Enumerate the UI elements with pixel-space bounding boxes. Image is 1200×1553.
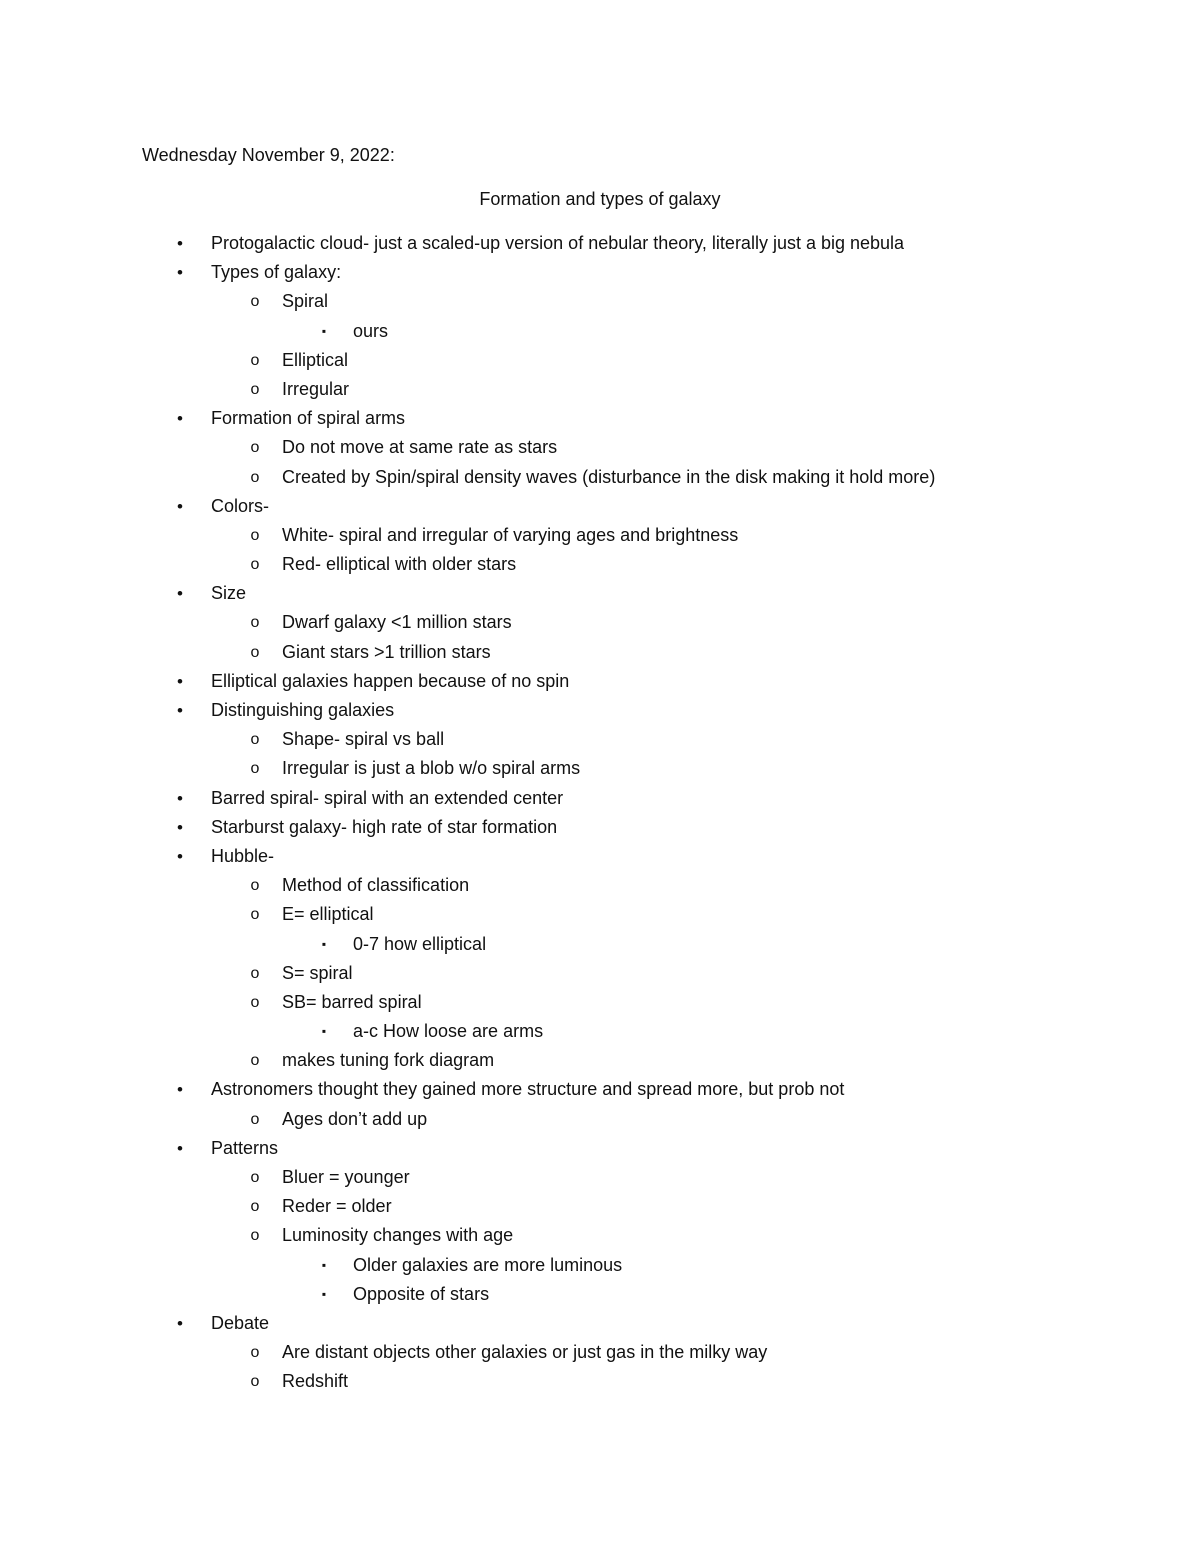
bullet-marker: • — [177, 584, 183, 604]
circle-marker: o — [250, 468, 260, 486]
bullet-item — [0, 404, 1200, 433]
bullet-marker: • — [177, 409, 183, 429]
circle-marker: o — [250, 614, 260, 632]
circle-marker: o — [250, 1373, 260, 1391]
list-item-text: Bluer = younger — [282, 1167, 410, 1187]
sub-bullet-item — [0, 1105, 1200, 1134]
circle-marker: o — [250, 906, 260, 924]
circle-marker: o — [250, 351, 260, 369]
circle-marker: o — [250, 293, 260, 311]
list-item-text: Irregular — [282, 378, 350, 399]
list-item-text: SB= barred spiral — [282, 991, 422, 1012]
list-item-text: Reder = older — [282, 1196, 392, 1217]
list-item-text: Created by Spin/spiral density waves (disturbance in the disk making it hold more) — [282, 466, 936, 487]
sub-bullet-item — [0, 346, 1200, 375]
bullet-marker: • — [177, 817, 183, 837]
list-item-text: Formation of spiral arms — [211, 408, 406, 429]
sub-bullet-item — [0, 433, 1200, 462]
sub-bullet-item — [0, 1192, 1200, 1221]
bullet-marker: • — [177, 1313, 183, 1333]
list-item-text: Protogalactic cloud- just a scaled-up version of nebular theory, literally just a big nebula — [211, 233, 905, 253]
list-item-text: Types of galaxy: — [211, 262, 342, 283]
list-item-text: 0-7 how elliptical — [353, 933, 487, 954]
bullet-marker: • — [177, 1138, 183, 1158]
sub-bullet-item — [0, 959, 1200, 988]
circle-marker: o — [250, 1198, 260, 1216]
sub-bullet-item — [0, 1367, 1200, 1396]
sub-bullet-item — [0, 1221, 1200, 1250]
bullet-item — [0, 784, 1200, 813]
bullet-item — [0, 1309, 1200, 1338]
list-item-text: Spiral — [282, 291, 329, 312]
bullet-marker: • — [177, 234, 183, 253]
list-item-text: Astronomers thought they gained more structure and spread more, but prob not — [211, 1079, 845, 1100]
circle-marker: o — [250, 1110, 260, 1128]
circle-marker: o — [250, 993, 260, 1011]
list-item-text: makes tuning fork diagram — [282, 1050, 495, 1071]
circle-marker: o — [250, 760, 260, 778]
date-heading: Wednesday November 9, 2022: — [142, 145, 395, 165]
bullet-marker: • — [177, 496, 183, 516]
list-item-text: Older galaxies are more luminous — [353, 1254, 623, 1275]
list-item-text: Method of classification — [282, 875, 470, 896]
list-item-text: Hubble- — [211, 845, 275, 866]
sub-bullet-item — [0, 608, 1200, 637]
bullet-marker: • — [177, 846, 183, 866]
bullet-marker: • — [177, 701, 183, 720]
sub-bullet-item — [0, 1163, 1200, 1192]
list-item-text: Elliptical — [282, 349, 349, 370]
list-item-text: Colors- — [211, 495, 270, 516]
list-item-text: Opposite of stars — [353, 1283, 490, 1304]
list-item-text: Debate — [211, 1312, 270, 1333]
bullet-item — [0, 229, 1200, 258]
bullet-marker: • — [177, 671, 183, 691]
bullet-marker: • — [177, 263, 183, 283]
bullet-marker: • — [177, 1080, 183, 1100]
square-marker: ▪ — [321, 1024, 327, 1039]
bullet-item — [0, 842, 1200, 871]
list-item-text: Red- elliptical with older stars — [282, 554, 517, 575]
list-item-text: S= spiral — [282, 962, 353, 983]
list-item-text: ours — [353, 320, 389, 341]
list-item-text: Distinguishing galaxies — [211, 700, 395, 720]
list-item-text: Ages don’t add up — [282, 1108, 428, 1129]
sub-bullet-item — [0, 521, 1200, 550]
list-item-text: Barred spiral- spiral with an extended center — [211, 787, 564, 808]
circle-marker: o — [250, 731, 260, 749]
bullet-item — [0, 492, 1200, 521]
bullet-marker: • — [177, 788, 183, 808]
square-marker: ▪ — [321, 936, 327, 951]
sub-bullet-item — [0, 287, 1200, 316]
square-marker: ▪ — [321, 1286, 327, 1301]
circle-marker: o — [250, 1227, 260, 1245]
list-item-text: Elliptical galaxies happen because of no spin — [211, 670, 570, 691]
circle-marker: o — [250, 877, 260, 895]
list-item-text: Are distant objects other galaxies or just gas in the milky way — [282, 1342, 768, 1363]
list-item-text: Luminosity changes with age — [282, 1225, 514, 1246]
sub-bullet-item — [0, 375, 1200, 404]
bullet-item — [0, 258, 1200, 287]
bullet-list — [0, 229, 1200, 1397]
bullet-item — [0, 696, 1200, 725]
sub-sub-bullet-item — [0, 930, 1200, 959]
circle-marker: o — [250, 1344, 260, 1362]
sub-bullet-item — [0, 1046, 1200, 1075]
circle-marker: o — [250, 643, 260, 661]
sub-bullet-item — [0, 725, 1200, 754]
bullet-item — [0, 1134, 1200, 1163]
document-title: Formation and types of galaxy — [479, 189, 721, 209]
list-item-text: Starburst galaxy- high rate of star formation — [211, 816, 558, 837]
square-marker: ▪ — [321, 323, 327, 338]
circle-marker: o — [250, 556, 260, 574]
circle-marker: o — [250, 526, 260, 544]
sub-bullet-item — [0, 1338, 1200, 1367]
sub-sub-bullet-item — [0, 317, 1200, 346]
list-item-text: Redshift — [282, 1371, 349, 1392]
list-item-text: Shape- spiral vs ball — [282, 729, 445, 750]
sub-sub-bullet-item — [0, 1280, 1200, 1309]
circle-marker: o — [250, 439, 260, 457]
sub-bullet-item — [0, 638, 1200, 667]
list-item-text: a-c How loose are arms — [353, 1021, 544, 1042]
list-item-text: Size — [211, 583, 247, 604]
list-item-text: Irregular is just a blob w/o spiral arms — [282, 758, 581, 779]
list-item-text: White- spiral and irregular of varying ages and brightness — [282, 524, 739, 545]
list-item-text: Do not move at same rate as stars — [282, 437, 558, 458]
circle-marker: o — [250, 1052, 260, 1070]
sub-bullet-item — [0, 754, 1200, 783]
sub-bullet-item — [0, 900, 1200, 929]
bullet-item — [0, 667, 1200, 696]
list-item-text: Giant stars >1 trillion stars — [282, 641, 491, 662]
circle-marker: o — [250, 1169, 260, 1186]
bullet-item — [0, 813, 1200, 842]
sub-bullet-item — [0, 871, 1200, 900]
sub-bullet-item — [0, 988, 1200, 1017]
bullet-item — [0, 579, 1200, 608]
sub-bullet-item — [0, 463, 1200, 492]
circle-marker: o — [250, 964, 260, 982]
sub-bullet-item — [0, 550, 1200, 579]
square-marker: ▪ — [321, 1257, 327, 1272]
list-item-text: E= elliptical — [282, 904, 374, 925]
circle-marker: o — [250, 380, 260, 398]
bullet-item — [0, 1075, 1200, 1104]
sub-sub-bullet-item — [0, 1251, 1200, 1280]
list-item-text: Dwarf galaxy <1 million stars — [282, 612, 512, 633]
list-item-text: Patterns — [211, 1137, 279, 1158]
sub-sub-bullet-item — [0, 1017, 1200, 1046]
